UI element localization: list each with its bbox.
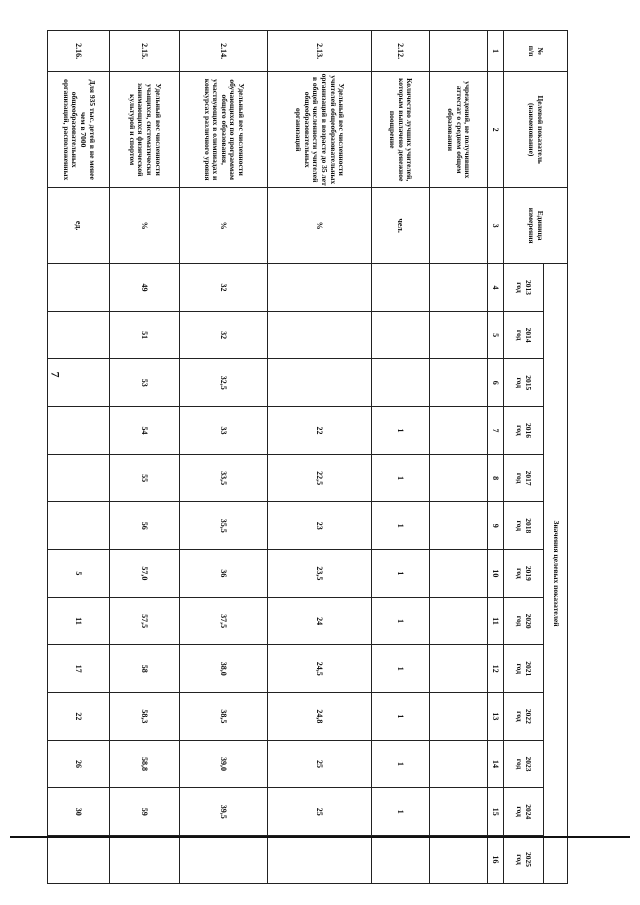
page-number: 7 <box>48 371 63 378</box>
row-value: 24,5 <box>268 645 372 693</box>
row-value <box>268 311 372 359</box>
row-value: 49 <box>110 264 180 312</box>
row-value: 58,8 <box>110 740 180 788</box>
row-value: 1 <box>372 645 430 693</box>
table-row <box>110 31 180 884</box>
row-value: 5 <box>48 550 110 598</box>
row-unit <box>430 188 488 264</box>
header-year-7: 2019 год <box>504 550 544 598</box>
row-value: 51 <box>110 311 180 359</box>
row-value: 33 <box>180 407 268 455</box>
row-value: 11 <box>48 597 110 645</box>
row-value: 30 <box>48 788 110 836</box>
row-value <box>430 502 488 550</box>
column-number: 6 <box>488 359 504 407</box>
row-unit: % <box>110 188 180 264</box>
horizontal-rule <box>10 836 630 838</box>
row-value: 1 <box>372 693 430 741</box>
row-num <box>430 31 488 72</box>
row-value: 1 <box>372 788 430 836</box>
row-value <box>48 407 110 455</box>
row-value <box>430 407 488 455</box>
table-row <box>180 31 268 884</box>
row-value <box>372 311 430 359</box>
row-value: 26 <box>48 740 110 788</box>
column-number: 8 <box>488 454 504 502</box>
header-year-5: 2017 год <box>504 454 544 502</box>
row-value: 38,0 <box>180 645 268 693</box>
row-indicator: Удельный вес численности обучающихся по программам общего образования, участвующих в олимпиадах и конкурсах различного уровня <box>180 72 268 188</box>
row-value <box>372 264 430 312</box>
row-value: 36 <box>180 550 268 598</box>
column-number: 14 <box>488 740 504 788</box>
row-unit: % <box>268 188 372 264</box>
row-value: 25 <box>268 788 372 836</box>
row-value <box>48 359 110 407</box>
column-number: 11 <box>488 597 504 645</box>
row-indicator: Количество лучших учителей, которым выплачено денежное поощрение <box>372 72 430 188</box>
row-value: 58 <box>110 645 180 693</box>
header-num: № п/п <box>504 31 568 72</box>
row-unit: чел. <box>372 188 430 264</box>
header-year-13: 2025 год <box>504 836 544 884</box>
column-number: 5 <box>488 311 504 359</box>
header-unit: Единица измерения <box>504 188 568 264</box>
row-value <box>48 454 110 502</box>
row-value <box>430 788 488 836</box>
row-value: 39,0 <box>180 740 268 788</box>
row-value <box>110 836 180 884</box>
row-value <box>430 740 488 788</box>
row-value: 58,3 <box>110 693 180 741</box>
row-value: 32,5 <box>180 359 268 407</box>
row-value <box>268 264 372 312</box>
header-year-8: 2020 год <box>504 597 544 645</box>
row-value <box>372 359 430 407</box>
row-value <box>48 502 110 550</box>
row-value <box>372 836 430 884</box>
row-value: 23,5 <box>268 550 372 598</box>
header-indicator: Целевой показатель (наименование) <box>504 72 568 188</box>
column-number: 1 <box>488 31 504 72</box>
header-year-11: 2023 год <box>504 740 544 788</box>
row-value: 33,5 <box>180 454 268 502</box>
header-year-1: 2013 год <box>504 264 544 312</box>
table-row <box>268 31 372 884</box>
header-values-group: Значения целевых показателей <box>544 264 568 884</box>
header-year-12: 2024 год <box>504 788 544 836</box>
row-value: 24 <box>268 597 372 645</box>
header-year-4: 2016 год <box>504 407 544 455</box>
row-value <box>430 693 488 741</box>
header-year-2: 2014 год <box>504 311 544 359</box>
row-value <box>430 597 488 645</box>
row-value <box>430 550 488 598</box>
row-value: 57,5 <box>110 597 180 645</box>
column-number: 3 <box>488 188 504 264</box>
row-value: 1 <box>372 454 430 502</box>
row-indicator: Удельный вес численности учащихся, систематически занимающихся физической культурой и спортом <box>110 72 180 188</box>
row-value <box>268 836 372 884</box>
row-value: 38,5 <box>180 693 268 741</box>
target-indicators-table <box>47 30 568 884</box>
table-row <box>372 31 430 884</box>
row-value: 22,5 <box>268 454 372 502</box>
column-number: 7 <box>488 407 504 455</box>
column-number: 12 <box>488 645 504 693</box>
column-number: 2 <box>488 72 504 188</box>
row-value: 35,5 <box>180 502 268 550</box>
row-value: 1 <box>372 597 430 645</box>
row-value: 59 <box>110 788 180 836</box>
column-number: 10 <box>488 550 504 598</box>
row-value: 1 <box>372 740 430 788</box>
header-year-6: 2018 год <box>504 502 544 550</box>
row-num: 2.14. <box>180 31 268 72</box>
row-value: 1 <box>372 550 430 598</box>
header-year-3: 2015 год <box>504 359 544 407</box>
table-row <box>430 31 488 884</box>
row-indicator: учреждений, не получивших аттестат о среднем общем образовании <box>430 72 488 188</box>
row-value: 37,5 <box>180 597 268 645</box>
rotated-table-container <box>61 30 568 884</box>
row-value <box>430 264 488 312</box>
row-value: 32 <box>180 311 268 359</box>
header-year-9: 2021 год <box>504 645 544 693</box>
row-value <box>430 454 488 502</box>
column-number: 16 <box>488 836 504 884</box>
row-value: 1 <box>372 407 430 455</box>
row-value: 39,5 <box>180 788 268 836</box>
row-indicator: Для 935 тыс. детей в не менее чем в 7000 общеобразовательных организаций, расположенных <box>48 72 110 188</box>
row-value <box>48 264 110 312</box>
row-value <box>268 359 372 407</box>
column-number: 4 <box>488 264 504 312</box>
row-value <box>48 836 110 884</box>
row-value: 1 <box>372 502 430 550</box>
row-value <box>48 311 110 359</box>
row-num: 2.12. <box>372 31 430 72</box>
row-value: 56 <box>110 502 180 550</box>
column-number: 15 <box>488 788 504 836</box>
row-value <box>430 359 488 407</box>
row-value <box>430 836 488 884</box>
row-value <box>430 645 488 693</box>
row-value: 32 <box>180 264 268 312</box>
row-unit: % <box>180 188 268 264</box>
row-value: 53 <box>110 359 180 407</box>
row-value <box>430 311 488 359</box>
header-year-10: 2022 год <box>504 693 544 741</box>
row-value: 23 <box>268 502 372 550</box>
row-value: 24,8 <box>268 693 372 741</box>
column-number: 13 <box>488 693 504 741</box>
row-unit: ед. <box>48 188 110 264</box>
row-num: 2.13. <box>268 31 372 72</box>
row-value: 55 <box>110 454 180 502</box>
row-value: 54 <box>110 407 180 455</box>
table-row <box>48 31 110 884</box>
row-num: 2.15. <box>110 31 180 72</box>
row-num: 2.16. <box>48 31 110 72</box>
row-value: 22 <box>268 407 372 455</box>
column-number: 9 <box>488 502 504 550</box>
row-indicator: Удельный вес численности учителей общеобразовательных организаций в возрасте до 35 лет в общей численности учителей общеобразовательных организаций <box>268 72 372 188</box>
row-value: 17 <box>48 645 110 693</box>
row-value: 25 <box>268 740 372 788</box>
row-value <box>180 836 268 884</box>
row-value: 57,0 <box>110 550 180 598</box>
row-value: 22 <box>48 693 110 741</box>
